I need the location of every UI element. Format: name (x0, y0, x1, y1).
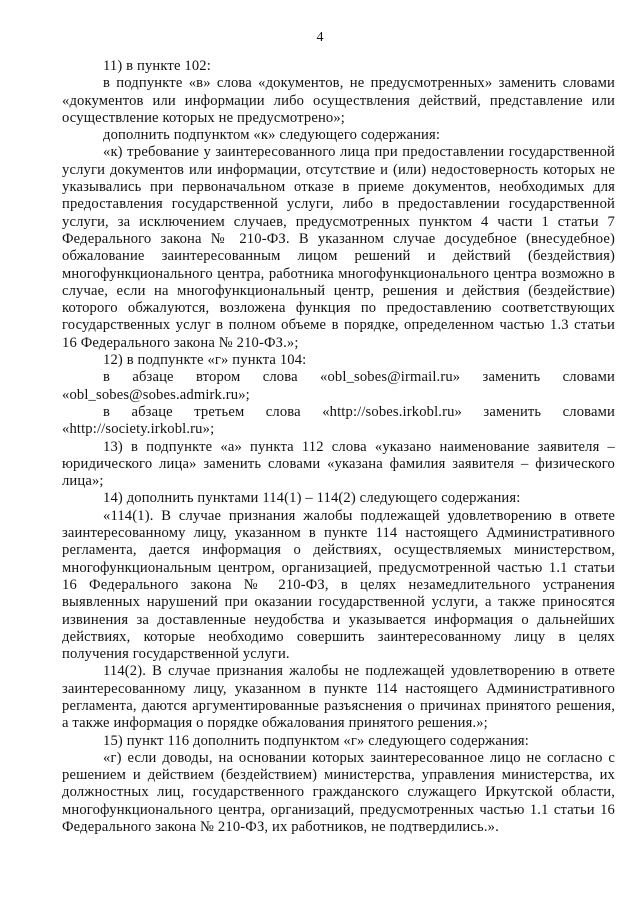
paragraph-url-change: в абзаце третьем слова «http://sobes.irkobl.ru» заменить словами «http://society.irkobl.ru»; (62, 403, 615, 438)
paragraph-item-13: 13) в подпункте «а» пункта 112 слова «указано наименование заявителя – юридического лица» заменить словами «указана фамилия заявителя – физического лица»; (62, 438, 615, 490)
paragraph-subitem-v: в подпункте «в» слова «документов, не предусмотренных» заменить словами «документов или информации либо осуществления действий, представление или осуществление которых не предусмотрено»; (62, 75, 615, 126)
paragraph-email-change: в абзаце втором слова «obl_sobes@irmail.ru» заменить словами «obl_sobes@sobes.admirk.ru»; (62, 369, 615, 403)
paragraph-add-subitem-k: дополнить подпунктом «к» следующего содержания: (103, 127, 441, 144)
paragraph-item-15: 15) пункт 116 дополнить подпунктом «г» следующего содержания: (103, 732, 530, 749)
paragraph-item-12: 12) в подпункте «г» пункта 104: (103, 352, 307, 369)
paragraph-item-14: 14) дополнить пунктами 114(1) – 114(2) следующего содержания: (103, 490, 521, 507)
paragraph-subitem-k-text: «к) требование у заинтересованного лица при предоставлении государственной услуги документов или информации, отсутствие и (или) недостоверность которых не указывались при первоначальном отказе в приеме документов, необходимых для предоставления государственной услуги, либо в предоставлении государственной услуги, за исключением случаев, предусмотренных пунктом 4 части 1 статьи 7 Федерального закона № 210-ФЗ. В указанном случае досудебное (внесудебное) обжалование заинтересованным лицом решений и действий (бездействия) многофункционального центра, работника многофункционального центра возможно в случае, если на многофункциональный центр, решения и действия (бездействие) которого обжалуются, возложена функция по предоставлению соответствующих государственных услуг в полном объеме в порядке, определенном частью 1.3 статьи 16 Федерального закона № 210-ФЗ.»; (62, 144, 615, 351)
paragraph-114-2: 114(2). В случае признания жалобы не подлежащей удовлетворению в ответе заинтересованному лицу, указанном в пункте 114 настоящего Административного регламента, даются аргументированные разъяснения о причинах принятого решения, а также информация о порядке обжалования принятого решения.»; (62, 663, 615, 732)
page-number: 4 (316, 30, 324, 45)
paragraph-subitem-g-text: «г) если доводы, на основании которых заинтересованное лицо не согласно с решением и действием (бездействием) министерства, управления министерства, их должностных лиц, государственного гражданского служащего Иркутской области, многофункционального центра, организаций, предусмотренных частью 1.1 статьи 16 Федерального закона № 210-ФЗ, их работников, не подтвердились.». (62, 749, 615, 836)
paragraph-item-11: 11) в пункте 102: (103, 58, 211, 74)
document-body (62, 58, 615, 836)
paragraph-114-1: «114(1). В случае признания жалобы подлежащей удовлетворению в ответе заинтересованному лицу, указанном в пункте 114 настоящего Административного регламента, дается информация о действиях, осуществляемых министерством, многофункциональным центром, организацией, предусмотренной частью 1.1 статьи 16 Федерального закона № 210-ФЗ, в целях незамедлительного устранения выявленных нарушений при оказании государственной услуги, а также приносятся извинения за доставленные неудобства и указывается информация о дальнейших действиях, которые необходимо совершить заинтересованному лицу в целях получения государственной услуги. (62, 507, 615, 663)
